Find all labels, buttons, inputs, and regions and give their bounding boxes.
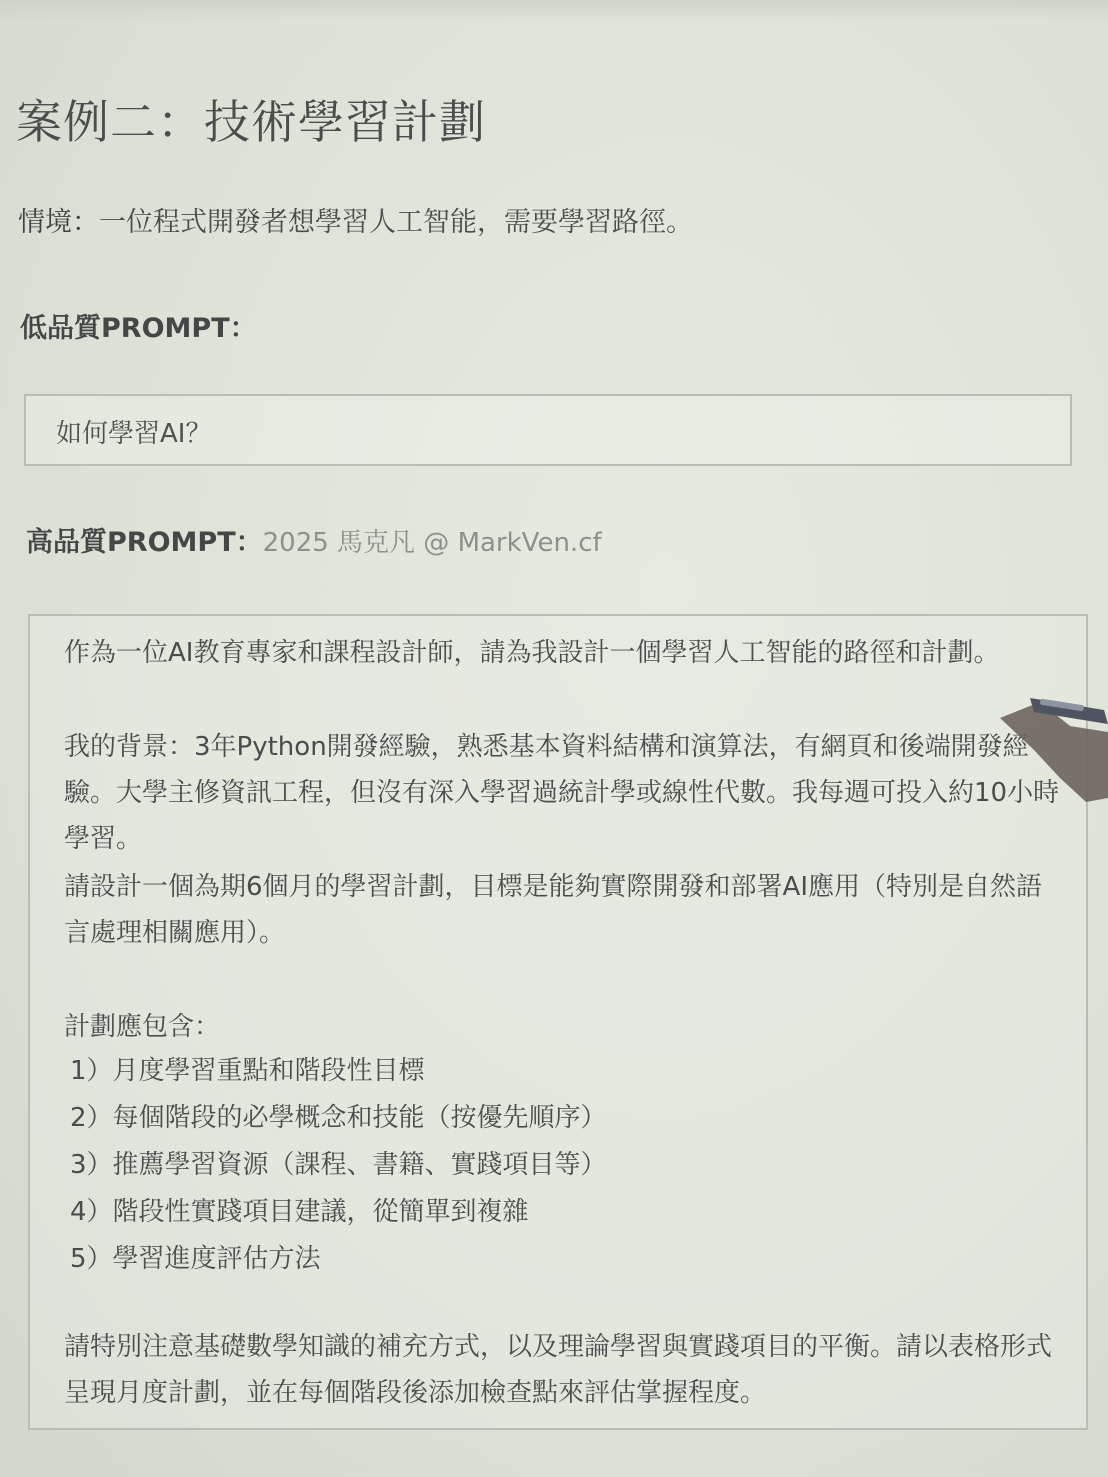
list-item: 2）每個階段的必學概念和技能（按優先順序） [70, 1103, 607, 1133]
presenter-clicker [1000, 692, 1108, 802]
prompt-goal: 請設計一個為期6個月的學習計劃，目標是能夠實際開發和部署AI應用（特別是自然語言處理相關應用）。 [64, 872, 1042, 948]
watermark: 2025 馬克凡 @ MarkVen.cf [262, 528, 602, 558]
context-label: 情境： [18, 207, 99, 238]
list-item: 1）月度學習重點和階段性目標 [70, 1056, 425, 1086]
prompt-intro: 作為一位AI教育專家和課程設計師，請為我設計一個學習人工智能的路徑和計劃。 [64, 638, 1000, 668]
prompt-requirements-list [70, 1048, 607, 1283]
list-item: 4）階段性實踐項目建議，從簡單到複雜 [70, 1197, 529, 1227]
high-quality-prompt-header [26, 520, 602, 559]
prompt-list-heading: 計劃應包含： [64, 1012, 221, 1042]
prompt-closing: 請特別注意基礎數學知識的補充方式，以及理論學習與實踐項目的平衡。請以表格形式呈現月度計劃，並在每個階段後添加檢查點來評估掌握程度。 [64, 1332, 1053, 1408]
list-item: 5）學習進度評估方法 [70, 1244, 321, 1274]
slide-title: 案例二：技術學習計劃 [16, 95, 486, 149]
low-quality-prompt-text: 如何學習AI？ [56, 419, 212, 449]
low-quality-prompt-box [24, 394, 1072, 466]
low-quality-prompt-label: 低品質PROMPT： [20, 313, 257, 344]
context-line [18, 200, 693, 239]
context-text: 一位程式開發者想學習人工智能，需要學習路徑。 [99, 207, 693, 238]
top-band [0, 0, 1108, 22]
list-item: 3）推薦學習資源（課程、書籍、實踐項目等） [70, 1150, 607, 1180]
prompt-background: 我的背景：3年Python開發經驗，熟悉基本資料結構和演算法，有網頁和後端開發經驗。大學主修資訊工程，但沒有深入學習過統計學或線性代數。我每週可投入約10小時學習。 [64, 732, 1060, 854]
high-quality-prompt-box [28, 614, 1088, 1430]
high-quality-prompt-label: 高品質PROMPT： [26, 527, 263, 558]
